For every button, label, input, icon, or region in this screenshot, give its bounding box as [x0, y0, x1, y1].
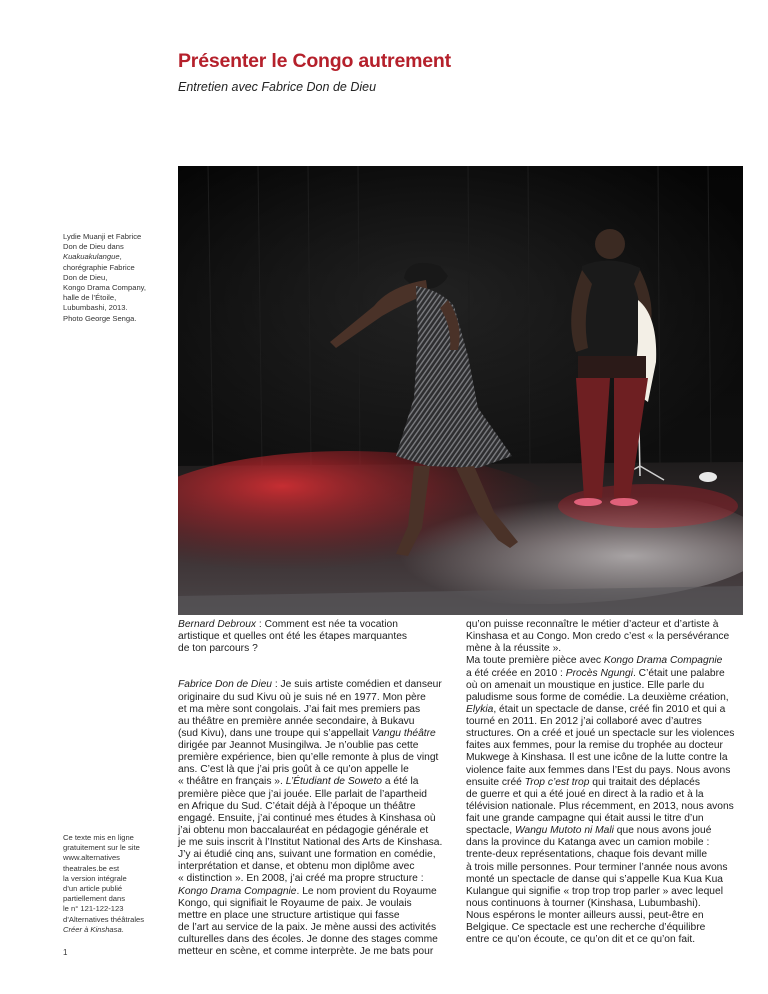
note-line: theatrales.be est: [63, 863, 120, 873]
text-line: première pièce que j’ai jouée. Elle parlait de l’apartheid: [178, 788, 427, 800]
text-line: où on amenait un moustique en justice. Elle parle du: [466, 679, 705, 691]
paragraph: [178, 679, 458, 958]
text-line: spectacle, Wangu Mutoto ni Mali que nous avons joué: [466, 825, 712, 837]
photo-caption: [63, 232, 171, 324]
caption-line: Photo George Senga.: [63, 313, 137, 323]
caption-line: Don de Dieu,: [63, 272, 108, 282]
text-line: en Afrique du Sud. C’était déjà à l’époque un théâtre: [178, 800, 416, 812]
text-line: Elykia, était un spectacle de danse, créé fin 2010 et qui a: [466, 703, 726, 715]
text-line: « théâtre en français ». L’Étudiant de Soweto a été la: [178, 776, 419, 788]
text-line: nous continuons à tourner (Kinshasa, Lubumbashi).: [466, 897, 701, 909]
text-line: au théâtre en première année secondaire, à Bukavu: [178, 715, 415, 727]
caption-line: Lubumbashi, 2013.: [63, 303, 128, 313]
text-line: de l’art au service de la paix. Je mène aussi des activités: [178, 921, 437, 933]
caption-line: halle de l’Étoile,: [63, 293, 117, 303]
text-line: dirigée par Jeannot Musingilwa. Je n’oublie pas cette: [178, 740, 419, 751]
stage-photo: [178, 166, 743, 615]
note-line: Ce texte mis en ligne: [63, 833, 134, 842]
text-line: engagé. Ensuite, j’ai continué mes études à Kinshasa où: [178, 812, 436, 824]
text-line: mène à la réussite ».: [466, 643, 562, 655]
text-line: originaire du sud Kivu où je suis né en 1977. Mon père: [178, 691, 426, 703]
text-line: Ma toute première pièce avec Kongo Drama Compagnie: [466, 655, 723, 667]
note-line: le n° 121-122-123: [63, 904, 124, 914]
text-line: faites aux femmes, pour la remise du trophée au docteur: [466, 740, 723, 752]
paragraph: [466, 619, 746, 946]
text-line: artistique et quelles ont été les étapes marquantes: [178, 631, 408, 643]
text-line: de guerre et qui a été joué en direct à la radio et à la: [466, 788, 704, 800]
text-line: Kinshasa et au Congo. Mon credo c’est « la persévérance: [466, 631, 730, 643]
text-line: Fabrice Don de Dieu : Je suis artiste comédien et danseur: [178, 679, 442, 691]
page-number: 1: [63, 948, 68, 957]
column-right: [466, 619, 746, 946]
note-line: www.alternatives: [63, 853, 120, 863]
text-line: (sud Kivu), dans une troupe qui s’appellait Vangu théâtre: [178, 727, 436, 739]
text-line: structures. On a créé et joué un spectacle sur les violences: [466, 728, 735, 740]
paragraph: [178, 619, 458, 655]
article-subtitle: Entretien avec Fabrice Don de Dieu: [178, 80, 377, 94]
text-line: « distinction ». En 2008, j’ai créé ma propre structure :: [178, 873, 424, 885]
note-line: gratuitement sur le site: [63, 843, 140, 853]
text-line: Nous espérons le monter ailleurs aussi, peut-être en: [466, 910, 704, 921]
text-line: metteur en scène, et comme interprète. Je me bats pour: [178, 946, 434, 958]
text-line: fait une grande campagne qui était aussi le titre d’un: [466, 813, 704, 824]
text-line: mettre en place une structure artistique qui fasse: [178, 909, 400, 921]
text-line: je me suis inscrit à l’Institut National des Arts de Kinshasa.: [178, 837, 443, 848]
text-line: à trois mille personnes. Pour terminer l’année nous avons: [466, 861, 728, 873]
caption-line: chorégraphie Fabrice: [63, 262, 135, 272]
text-line: Belgique. Ce spectacle est une recherche d’équilibre: [466, 922, 706, 934]
text-line: Kongo, qui signifiait le Royaume de paix. Je voulais: [178, 897, 412, 909]
note-line: partiellement dans: [63, 894, 126, 904]
column-left: [178, 619, 458, 958]
text-line: monté un spectacle de danse qui s’appelle Kua Kua Kua: [466, 873, 724, 885]
caption-line: Kongo Drama Company,: [63, 283, 147, 293]
text-line: tourné en 2011. En 2012 j’ai collaboré avec d’autres: [466, 716, 702, 727]
text-line: Kulangue qui signifie « trop trop trop parler » avec lequel: [466, 885, 723, 897]
text-line: a été créée en 2010 : Procès Ngungi. C’était une palabre: [466, 667, 725, 679]
text-line: qu’on puisse reconnaître le métier d’acteur et d’artiste à: [466, 619, 719, 630]
online-version-note: [63, 833, 171, 935]
text-line: télévision nationale. Plus récemment, en 2013, nous avons: [466, 800, 734, 812]
caption-line: Don de Dieu dans: [63, 242, 124, 252]
text-line: ensuite créé Trop c’est trop qui traitait des déplacés: [466, 776, 700, 788]
text-line: Bernard Debroux : Comment est née ta vocation: [178, 619, 398, 630]
text-line: Mukwege à Kinshasa. Il est une icône de la lutte contre la: [466, 752, 728, 764]
text-line: de ton parcours ?: [178, 643, 258, 655]
dancers-illustration: [178, 166, 743, 615]
caption-line: Kuakuakulangue,: [63, 252, 122, 262]
article-title: Présenter le Congo autrement: [178, 50, 451, 72]
text-line: interprétation et danse, et obtenu mon diplôme avec: [178, 861, 415, 873]
note-line: d’un article publié: [63, 884, 123, 894]
caption-line: Lydie Muanji et Fabrice: [63, 232, 142, 241]
text-line: et ma mère sont congolais. J’ai fait mes premiers pas: [178, 703, 421, 715]
text-line: j’ai obtenu mon baccalauréat en pédagogie générale et: [178, 824, 429, 836]
text-line: ans. C’est là que j’ai pris goût à ce qu’on appelle le: [178, 764, 409, 776]
text-line: J’y ai étudié cinq ans, suivant une formation en comédie,: [178, 849, 436, 861]
note-line: la version intégrale: [63, 873, 127, 883]
note-line: Créer à Kinshasa.: [63, 924, 124, 934]
text-line: Kongo Drama Compagnie. Le nom provient du Royaume: [178, 885, 437, 897]
text-line: paludisme sous forme de comédie. La deuxième création,: [466, 691, 729, 703]
text-line: entre ce qu’on écoute, ce qu’on dit et ce qu’on fait.: [466, 934, 696, 946]
text-line: trente-deux représentations, chaque fois devant mille: [466, 849, 708, 861]
text-line: violence faite aux femmes dans l’Est du pays. Nous avons: [466, 764, 731, 776]
text-line: dans la province du Katanga avec un camion mobile :: [466, 837, 710, 849]
text-line: culturelles dans des écoles. Je donne des stages comme: [178, 934, 438, 945]
note-line: d’Alternatives théâtrales: [63, 914, 145, 924]
text-line: première expérience, bien qu’elle remonte à plus de vingt: [178, 752, 439, 764]
